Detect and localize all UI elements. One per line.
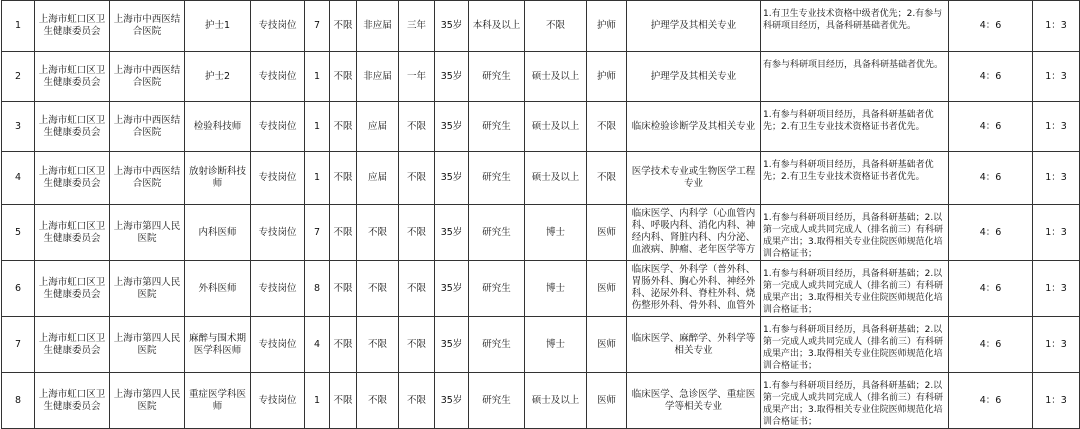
other-requirements-cell: 1.有参与科研项目经历，具备科研基础；2.以第一完成人或共同完成人（排名前三）有科研成果产出；3.取得相关专业住院医师规范化培训合格证书； [761,373,949,429]
major-requirement-cell: 护理学及其相关专业 [627,52,761,102]
row-number-cell: 7 [2,317,35,373]
interview-ratio-cell: 1：3 [1033,1,1080,52]
professional-title-cell: 不限 [587,152,627,205]
table-row [2,52,1080,102]
table-row [2,317,1080,373]
position-name-cell: 放射诊断科技师 [185,152,251,205]
other-requirements-cell: 1.有卫生专业技术资格中级者优先；2.有参与科研项目经历，具备科研基础者优先。 [761,1,949,52]
work-experience-cell: 一年 [399,52,435,102]
interview-ratio-cell: 1：3 [1033,102,1080,152]
row-number-cell: 5 [2,205,35,261]
work-experience-cell: 不限 [399,317,435,373]
degree-requirement-cell: 硕士及以上 [525,373,587,429]
table-row [2,373,1080,429]
other-requirements-cell: 1.有参与科研项目经历，具备科研基础者优先；2.有卫生专业技术资格证书者优先。 [761,152,949,205]
major-requirement-cell: 临床医学、外科学（普外科、胃肠外科、胸心外科、神经外科、泌尿外科、脊柱外科、烧伤整形外科、骨外科、血管外 [627,261,761,317]
professional-title-cell: 不限 [587,102,627,152]
organization-name-cell: 上海市虹口区卫生健康委员会 [35,261,110,317]
position-type-cell: 专技岗位 [251,1,305,52]
row-number-cell: 8 [2,373,35,429]
exam-weight-ratio-cell: 4：6 [949,52,1033,102]
organization-name-cell: 上海市虹口区卫生健康委员会 [35,102,110,152]
other-requirements-cell: 1.有参与科研项目经历，具备科研基础；2.以第一完成人或共同完成人（排名前三）有科研成果产出；3.取得相关专业住院医师规范化培训合格证书； [761,317,949,373]
interview-ratio-cell: 1：3 [1033,373,1080,429]
hiring-unit-cell: 上海市中西医结合医院 [110,102,185,152]
hukou-requirement-cell: 不限 [330,1,357,52]
age-limit-cell: 35岁 [435,102,469,152]
hiring-unit-cell: 上海市中西医结合医院 [110,1,185,52]
education-level-cell: 研究生 [469,373,525,429]
hukou-requirement-cell: 不限 [330,373,357,429]
interview-ratio-cell: 1：3 [1033,205,1080,261]
exam-weight-ratio-cell: 4：6 [949,152,1033,205]
headcount-cell: 4 [305,317,330,373]
hiring-unit-cell: 上海市第四人民医院 [110,373,185,429]
professional-title-cell: 医师 [587,261,627,317]
hiring-unit-cell: 上海市第四人民医院 [110,205,185,261]
row-number-cell: 4 [2,152,35,205]
position-name-cell: 护士2 [185,52,251,102]
interview-ratio-cell: 1：3 [1033,152,1080,205]
exam-weight-ratio-cell: 4：6 [949,1,1033,52]
organization-name-cell: 上海市虹口区卫生健康委员会 [35,205,110,261]
work-experience-cell: 三年 [399,1,435,52]
major-requirement-cell: 临床医学、内科学（心血管内科、呼吸内科、消化内科、神经内科、肾脏内科、内分泌、血液病、肿瘤、老年医学等方 [627,205,761,261]
row-number-cell: 3 [2,102,35,152]
hukou-requirement-cell: 不限 [330,102,357,152]
age-limit-cell: 35岁 [435,152,469,205]
degree-requirement-cell: 博士 [525,317,587,373]
interview-ratio-cell: 1：3 [1033,52,1080,102]
position-type-cell: 专技岗位 [251,152,305,205]
degree-requirement-cell: 不限 [525,1,587,52]
position-type-cell: 专技岗位 [251,373,305,429]
professional-title-cell: 护师 [587,52,627,102]
education-level-cell: 研究生 [469,317,525,373]
organization-name-cell: 上海市虹口区卫生健康委员会 [35,373,110,429]
exam-weight-ratio-cell: 4：6 [949,261,1033,317]
position-name-cell: 重症医学科医师 [185,373,251,429]
professional-title-cell: 护师 [587,1,627,52]
organization-name-cell: 上海市虹口区卫生健康委员会 [35,52,110,102]
headcount-cell: 8 [305,261,330,317]
graduate-status-cell: 不限 [357,373,399,429]
graduate-status-cell: 不限 [357,205,399,261]
hukou-requirement-cell: 不限 [330,205,357,261]
degree-requirement-cell: 博士 [525,261,587,317]
degree-requirement-cell: 硕士及以上 [525,102,587,152]
major-requirement-cell: 医学技术专业或生物医学工程专业 [627,152,761,205]
headcount-cell: 7 [305,205,330,261]
graduate-status-cell: 不限 [357,317,399,373]
degree-requirement-cell: 硕士及以上 [525,152,587,205]
other-requirements-cell: 1.有参与科研项目经历，具备科研基础；2.以第一完成人或共同完成人（排名前三）有科研成果产出；3.取得相关专业住院医师规范化培训合格证书； [761,261,949,317]
major-requirement-cell: 临床医学、急诊医学、重症医学等相关专业 [627,373,761,429]
graduate-status-cell: 非应届 [357,1,399,52]
age-limit-cell: 35岁 [435,317,469,373]
hiring-unit-cell: 上海市中西医结合医院 [110,52,185,102]
hukou-requirement-cell: 不限 [330,261,357,317]
graduate-status-cell: 应届 [357,152,399,205]
position-name-cell: 检验科技师 [185,102,251,152]
recruitment-table [1,0,1080,429]
graduate-status-cell: 非应届 [357,52,399,102]
table-row [2,261,1080,317]
work-experience-cell: 不限 [399,205,435,261]
position-name-cell: 护士1 [185,1,251,52]
exam-weight-ratio-cell: 4：6 [949,205,1033,261]
organization-name-cell: 上海市虹口区卫生健康委员会 [35,1,110,52]
row-number-cell: 6 [2,261,35,317]
education-level-cell: 本科及以上 [469,1,525,52]
graduate-status-cell: 应届 [357,102,399,152]
work-experience-cell: 不限 [399,102,435,152]
position-name-cell: 内科医师 [185,205,251,261]
graduate-status-cell: 不限 [357,261,399,317]
table-row [2,102,1080,152]
exam-weight-ratio-cell: 4：6 [949,317,1033,373]
degree-requirement-cell: 博士 [525,205,587,261]
major-requirement-cell: 临床医学、麻醉学、外科学等相关专业 [627,317,761,373]
hukou-requirement-cell: 不限 [330,52,357,102]
table-row [2,152,1080,205]
age-limit-cell: 35岁 [435,52,469,102]
education-level-cell: 研究生 [469,205,525,261]
work-experience-cell: 不限 [399,261,435,317]
hukou-requirement-cell: 不限 [330,152,357,205]
education-level-cell: 研究生 [469,261,525,317]
work-experience-cell: 不限 [399,373,435,429]
position-type-cell: 专技岗位 [251,261,305,317]
age-limit-cell: 35岁 [435,1,469,52]
age-limit-cell: 35岁 [435,373,469,429]
table-row [2,1,1080,52]
position-type-cell: 专技岗位 [251,317,305,373]
education-level-cell: 研究生 [469,52,525,102]
position-type-cell: 专技岗位 [251,102,305,152]
headcount-cell: 1 [305,152,330,205]
table-row [2,205,1080,261]
interview-ratio-cell: 1：3 [1033,317,1080,373]
row-number-cell: 2 [2,52,35,102]
position-name-cell: 外科医师 [185,261,251,317]
major-requirement-cell: 临床检验诊断学及其相关专业 [627,102,761,152]
exam-weight-ratio-cell: 4：6 [949,373,1033,429]
organization-name-cell: 上海市虹口区卫生健康委员会 [35,152,110,205]
professional-title-cell: 医师 [587,317,627,373]
headcount-cell: 1 [305,102,330,152]
professional-title-cell: 医师 [587,205,627,261]
education-level-cell: 研究生 [469,102,525,152]
exam-weight-ratio-cell: 4：6 [949,102,1033,152]
hiring-unit-cell: 上海市中西医结合医院 [110,152,185,205]
organization-name-cell: 上海市虹口区卫生健康委员会 [35,317,110,373]
degree-requirement-cell: 硕士及以上 [525,52,587,102]
hukou-requirement-cell: 不限 [330,317,357,373]
education-level-cell: 研究生 [469,152,525,205]
headcount-cell: 1 [305,373,330,429]
row-number-cell: 1 [2,1,35,52]
headcount-cell: 1 [305,52,330,102]
hiring-unit-cell: 上海市第四人民医院 [110,261,185,317]
position-type-cell: 专技岗位 [251,52,305,102]
professional-title-cell: 医师 [587,373,627,429]
major-requirement-cell: 护理学及其相关专业 [627,1,761,52]
hiring-unit-cell: 上海市第四人民医院 [110,317,185,373]
position-name-cell: 麻醉与围术期医学科医师 [185,317,251,373]
position-type-cell: 专技岗位 [251,205,305,261]
headcount-cell: 7 [305,1,330,52]
work-experience-cell: 不限 [399,152,435,205]
other-requirements-cell: 1.有参与科研项目经历，具备科研基础者优先；2.有卫生专业技术资格证书者优先。 [761,102,949,152]
interview-ratio-cell: 1：3 [1033,261,1080,317]
age-limit-cell: 35岁 [435,205,469,261]
age-limit-cell: 35岁 [435,261,469,317]
other-requirements-cell: 有参与科研项目经历，具备科研基础者优先。 [761,52,949,102]
other-requirements-cell: 1.有参与科研项目经历，具备科研基础；2.以第一完成人或共同完成人（排名前三）有科研成果产出；3.取得相关专业住院医师规范化培训合格证书； [761,205,949,261]
